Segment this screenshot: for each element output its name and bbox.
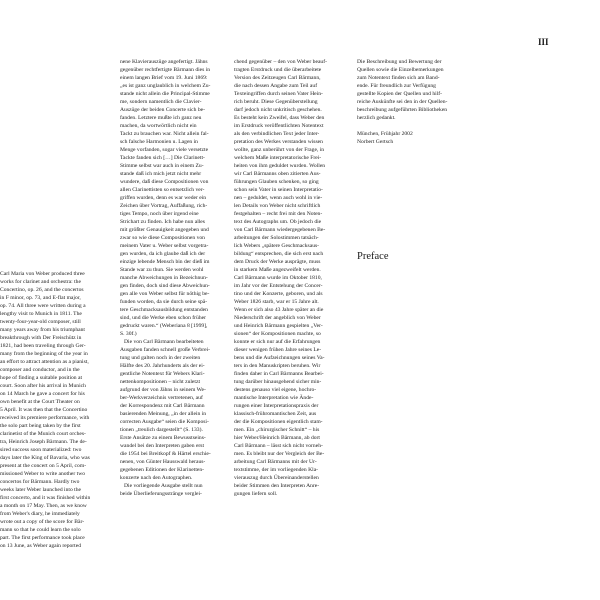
text-line: Die Beschreibung und Bewertung der (357, 59, 442, 65)
text-line: in F minor, op. 73, and E-flat major, (0, 295, 81, 301)
text-line: Quellen sowie die Einzelbemerkungen (357, 67, 444, 73)
text-line: Norbert Gertsch (357, 139, 394, 145)
text-line: basierenden Meinung, „in der allein in (120, 411, 207, 417)
text-line: die nach dessen Angabe zum Teil auf (234, 83, 318, 89)
text-line: Stande war zu thun. Sie werden wohl (120, 267, 204, 273)
text-line: welchem Maße interpretatorische Frei- (234, 155, 322, 161)
text-line: Ausgaben fanden schnell große Verbrei- (120, 347, 210, 353)
text-line: wrote out a copy of the score for Bär- (0, 519, 85, 525)
text-line: Tackte fanden sich […] Die Clarinett- (120, 155, 205, 161)
text-line: aufgrund der von Jähns in seinem We- (120, 387, 206, 393)
text-line: Weber 1826 starb, war er 15 Jahre alt. (234, 299, 319, 305)
text-line: twenty-four-year-old composer, still (0, 319, 81, 325)
text-line: der Korrespondenz mit Carl Bärmann (120, 403, 205, 409)
text-line: gungen liefern soll. (234, 491, 278, 497)
text-line: part. The first performance took place (0, 535, 85, 541)
text-line: griffen wurden, denn es war weder ein (120, 195, 207, 201)
text-line: on 14 March he gave a concert for his (0, 391, 85, 397)
text-line: an effort to attract attention as a pianist, (0, 359, 89, 365)
text-line: tra, Heinrich Joseph Bärmann. The de- (0, 439, 87, 445)
text-line: hier Weber/Heinrich Bärmann, ab dort (234, 435, 320, 441)
text-line: Tackt zu brauchen war. Nicht allein fal- (120, 131, 209, 137)
text-line: von Carl Bärmann wiedergegebenen Be- (234, 227, 326, 233)
text-line: tung darüber hinausgehend sicher min- (234, 379, 322, 385)
text-line: bens und die Aufzeichnungen seines Va- (234, 355, 325, 361)
text-line: beschreibung aufgeführten Bibliotheken (357, 107, 448, 113)
text-line: works for clarinet and orchestra: the (0, 279, 81, 285)
text-line: gestellte Kopien der Quellen und hilf- (357, 91, 442, 97)
text-line: lich Webers „spätere Geschmacksaus- (234, 243, 320, 249)
text-line: gen finden, doch sind diese Abweichun- (120, 283, 210, 289)
text-line: tiges Tempo, noch über irgend eine (120, 211, 199, 217)
text-line: wandel bei den Interpreten gaben erst (120, 443, 205, 449)
text-line: ber-Werkverzeichnis vertretenen, auf (120, 395, 203, 401)
text-line: festgehalten – recht frei mit den Noten- (234, 211, 323, 217)
text-line: die 1954 bei Breitkopf & Härtel erschie- (120, 451, 211, 457)
text-line: tung und galten noch in der zweiten (120, 355, 201, 361)
text-line: wundere, daß diese Compositionen von (120, 179, 209, 185)
text-column-3-preface (0, 270, 90, 550)
text-line: men. Es bleibt nur der Vergleich der Be- (234, 451, 325, 457)
text-line: a month on 17 May. Then, as we know (0, 503, 87, 509)
text-line: beide Überlieferungsstränge verglei- (120, 491, 202, 497)
text-line: missioned Weber to write another two (0, 471, 86, 477)
text-line: Die von Carl Bärmann bearbeiteten (124, 339, 204, 345)
text-line: Stimme selbst war auch in einem Zu- (120, 163, 204, 169)
text-line: court. Soon after his arrival in Munich (0, 383, 86, 389)
text-line: allen Clarinettisten so entsetzlich ver- (120, 187, 205, 193)
text-line: mantische Interpretation wie Ände- (234, 395, 314, 401)
text-line: bildung“ entsprechen, die sich erst nach (234, 251, 324, 257)
text-line: correcten Ausgabe“ seien die Komposi- (120, 419, 209, 425)
text-line: Zeichen über Vortrag, Auffaßung, rich- (120, 203, 208, 209)
text-line: Auszüge der beiden Concerte sich be- (120, 107, 205, 113)
text-line: Carl Bärmann wurde im Oktober 1810, (234, 275, 322, 281)
text-line: sionen“ der Kompositionen machte, so (234, 331, 321, 337)
text-line: als den verbindlichen Text jeder Inter- (234, 131, 320, 137)
text-line: nettenkompositionen – nicht zuletzt (120, 379, 201, 385)
text-line: einem langen Brief vom 19. Juni 1869: (120, 75, 208, 81)
text-line: Carl Maria von Weber produced three (0, 271, 85, 277)
text-line: klassisch-frühromantischen Zeit, aus (234, 411, 317, 417)
text-line: machen, da wortwörtlich nicht ein (120, 123, 197, 129)
text-line: destens genauso viel eigene, hochro- (234, 387, 317, 393)
text-line: len Details von Weber nicht schriftlich (234, 203, 321, 209)
text-column-3-top (357, 58, 474, 146)
text-line: darf jedoch nicht unkritisch geschehen. (234, 107, 322, 113)
page-number: III (538, 37, 549, 47)
text-line: gen wurden, da ich glaube daß ich der (120, 251, 206, 257)
text-line: gegenüber rechtfertigte Bärmann dies in (120, 67, 211, 73)
text-line: textstimme, der im vorliegenden Kla- (234, 467, 319, 473)
text-line: konzerte nach den Autographen. (120, 475, 193, 481)
text-line: composer and conductor, and in the (0, 367, 80, 373)
text-line: concertos for Bärmann. Hardly two (0, 479, 80, 485)
text-line: own benefit at the Court Theater on (0, 399, 80, 405)
text-line: im Jahr vor der Entstehung der Concer- (234, 283, 323, 289)
text-line: heiten von ihm geduldet wurden. Wollen (234, 163, 326, 169)
text-line: sired success soon materialized: two (0, 447, 82, 453)
text-line: nene Klavierauszüge angefertigt. Jähns (120, 59, 208, 65)
text-line: stande daß ich mich jetzt nicht mehr (120, 171, 202, 177)
text-line: vierauszug durch Übereinanderstellen (234, 475, 319, 481)
text-line: gegebenen Editionen der Klarinetten- (120, 467, 205, 473)
text-line: days later the King of Bavaria, who was (0, 455, 90, 461)
text-line: Niederschrift der angeblich von Weber (234, 315, 321, 321)
text-line: men. Ein „chirurgischer Schnitt“ – his (234, 427, 320, 433)
text-line (357, 122, 474, 130)
text-line: Menge vorfanden, sogar viele versetzte (120, 147, 209, 153)
text-line: wollte, ganz unberührt von der Frage, in (234, 147, 325, 153)
preface-heading: Preface (357, 251, 389, 262)
text-line: zwar so wie diese Compositionen von (120, 235, 205, 241)
text-line: arbeitungen der Solostimmen tatsäch- (234, 235, 319, 241)
text-line: rich beruht. Diese Gegenüberstellung (234, 99, 318, 105)
text-line: arbeitung Carl Bärmanns mit der Ur- (234, 459, 317, 465)
text-line: 5 April. It was then that the Concertino (0, 407, 88, 413)
text-line: führungen Glauben schenken, so ging (234, 179, 319, 185)
text-line: Wenn er sich also 43 Jahre später an die (234, 307, 324, 313)
text-line: fanden. Letztere mußte ich ganz neu (120, 115, 202, 121)
text-line: many from the beginning of the year in (0, 351, 88, 357)
text-line: lengthy visit to Munich in 1811. The (0, 311, 82, 317)
text-line: reiche Auskünfte sei den in der Quellen- (357, 99, 448, 105)
text-line: mit größter Genauigkeit angegeben und (120, 227, 209, 233)
text-line: in starkem Maße angezweifelt werden. (234, 267, 321, 273)
text-line: sind, und die Werke eben schon früher (120, 315, 206, 321)
text-line: S. 30f.) (120, 331, 137, 337)
text-line: gen alle von Weber selbst für nöthig be- (120, 291, 210, 297)
text-line: schon sein Vater in seinen Interpretatio- (234, 187, 323, 193)
text-line: Es besteht kein Zweifel, dass Weber den (234, 115, 325, 121)
text-column-2 (234, 58, 350, 498)
text-line: Strichart zu finden. Ich habe nun alles (120, 219, 205, 225)
text-line: gentliche Notentext für Webers Klari- (120, 371, 205, 377)
text-line: „es ist ganz unglaublich in welchem Zu- (120, 83, 211, 89)
text-line: 1821, had been traveling through Ger- (0, 343, 86, 349)
text-line: wir Carl Bärmanns oben zitierten Aus- (234, 171, 321, 177)
text-line: sch falsche Harmonien u. Lagen in (120, 139, 198, 145)
text-line: Version des Zeitzeugen Carl Bärmann, (234, 75, 321, 81)
text-line: mann so that he could learn the solo (0, 527, 81, 533)
text-line: stande nicht allein die Principal-Stimme (120, 91, 210, 97)
text-line: me, sondern namentlich die Clavier- (120, 99, 202, 105)
text-line: many years away from his triumphant (0, 327, 85, 333)
text-line: weeks later Weber launched into the (0, 487, 81, 493)
text-line: nenen, von Günter Hausswald heraus- (120, 459, 206, 465)
text-line: Erste Ansätze zu einem Bewusstseins- (120, 435, 206, 441)
text-line: the solo part being taken by the first (0, 423, 81, 429)
text-line: ters in den Manuskripten beruhen. Wir (234, 363, 321, 369)
text-line: nen – geduldet, wenn auch wohl in vie- (234, 195, 323, 201)
text-line: from Weber's diary, he immediately (0, 511, 80, 517)
text-line: dieser wenigen frühen Jahre seines Le- (234, 347, 322, 353)
text-line: beider Stimmen den Interpreten Anre- (234, 483, 320, 489)
text-line: on 13 June, as Weber again reported (0, 543, 81, 549)
text-line: manche Abweichungen in Bezeichnun- (120, 275, 208, 281)
text-column-1 (120, 58, 225, 498)
text-line: zum Notentext finden sich am Band- (357, 75, 440, 81)
text-line: gedruckt waren.“ (Weberiana 8 [1999], (120, 323, 208, 329)
text-line: received its premiere performance, with (0, 415, 90, 421)
text-line: München, Frühjahr 2002 (357, 131, 413, 137)
text-line: Hälfte des 20. Jahrhunderts als der ei- (120, 363, 205, 369)
text-line: op. 74. All three were written during a (0, 303, 86, 309)
text-line: funden worden, da sie durch seine spä- (120, 299, 208, 305)
text-line: breakthrough with Der Freischütz in (0, 335, 82, 341)
text-line: first concerto, and it was finished within (0, 495, 91, 501)
text-line: konnte er sich nur auf die Erfahrungen (234, 339, 321, 345)
text-line: Texteingriffen durch seinen Vater Hein- (234, 91, 323, 97)
text-line: pretation des Werkes verstanden wissen (234, 139, 323, 145)
text-line: im Erstdruck veröffentlichten Notentext (234, 123, 324, 129)
text-line: der die Kompositionen eigentlich stam- (234, 419, 323, 425)
text-line: Die vorliegende Ausgabe stellt nun (124, 483, 203, 489)
text-line: clarinetist of the Munich court orches- (0, 431, 86, 437)
text-line: tionen „treulich dargestellt“ (S. 133). (120, 427, 203, 433)
text-line: chend gegenüber – den von Weber beauf- (234, 59, 327, 65)
text-line: present at the concert on 5 April, com- (0, 463, 87, 469)
text-line: Concertino, op. 26, and the concertos (0, 287, 84, 293)
text-line: rungen einer Interpretationspraxis der (234, 403, 319, 409)
text-line: tino und der Konzerte, geboren, und als (234, 291, 323, 297)
text-line: einzige lebende Mensch bin der dieß im (120, 259, 210, 265)
text-line: hope of finding a suitable position at (0, 375, 83, 381)
text-line: meinem Vater u. Weber selbst vorgetra- (120, 243, 209, 249)
text-line: tere Geschmacksausbildung entstanden (120, 307, 208, 313)
text-line: finden daher in Carl Bärmanns Bearbei- (234, 371, 324, 377)
text-line: dem Druck der Werke ausprägte, muss (234, 259, 321, 265)
text-line: Carl Bärmann – lässt sich nicht vorneh- (234, 443, 323, 449)
text-line: herzlich gedankt. (357, 115, 396, 121)
text-line: und Heinrich Bärmann gespielten „Ver- (234, 323, 323, 329)
text-line: text des Autographs um. Ob jedoch die (234, 219, 322, 225)
text-line: ende. Für freundlich zur Verfügung (357, 83, 436, 89)
text-line: tragten Erstdruck und die überarbeitete (234, 67, 322, 73)
